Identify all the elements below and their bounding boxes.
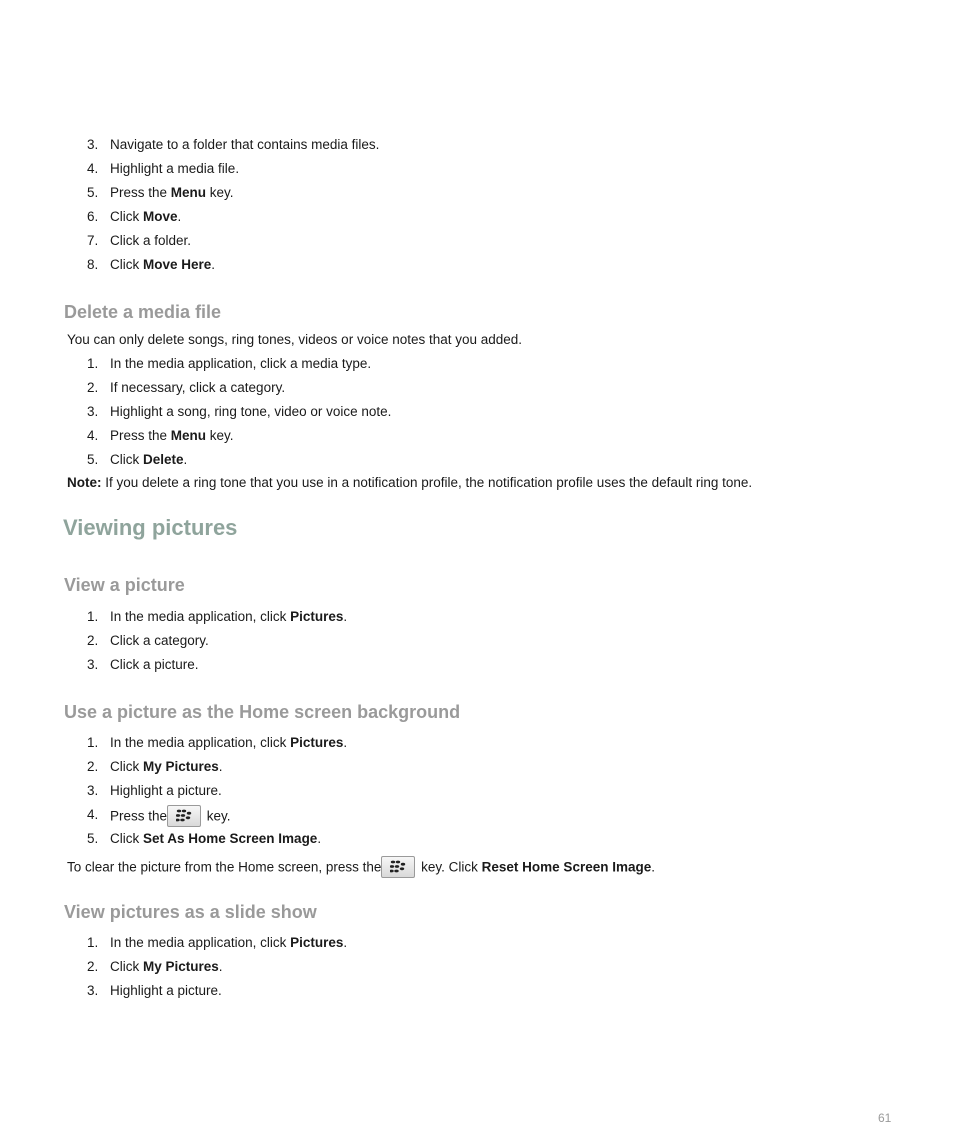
view-picture-heading: View a picture [64,575,185,595]
list-item [0,208,860,232]
step-text-part: key. [203,808,231,824]
step-text-part: Click a picture. [110,657,199,672]
note-text: If you delete a ring tone that you use in a notification profile, the notification profile uses the default ring tone. [101,475,753,490]
step-text-part: . [177,209,182,224]
step-text-part: Highlight a picture. [110,783,222,798]
list-item [0,958,860,982]
home-background-steps-list [0,734,860,854]
step-text-part: Highlight a song, ring tone, video or voice note. [110,404,392,419]
list-item [0,830,860,854]
step-text [110,656,199,674]
list-item [0,160,860,184]
step-text [110,632,209,650]
step-text [110,136,379,154]
step-text-part: key. [206,428,234,443]
step-text-part: Click [110,452,143,467]
step-text-part: In the media application, click a media type. [110,356,372,371]
step-bold-term: Menu [170,428,207,443]
step-text [110,934,347,952]
step-text [110,608,347,626]
clear-text-end: . [651,859,655,875]
step-number: 8. [87,257,99,272]
step-text-part: . [183,452,188,467]
step-text-part: In the media application, click [110,609,291,624]
step-bold-term: Delete [143,452,184,467]
step-text-part: . [317,831,322,846]
step-text [110,758,223,776]
list-item [0,656,860,680]
move-steps-list [0,136,860,280]
step-number: 4. [87,161,99,176]
step-text-part: Navigate to a folder that contains media files. [110,137,380,152]
step-text-part: Click a folder. [110,233,192,248]
step-number: 3. [87,137,99,152]
step-bold-term: My Pictures [143,759,219,774]
step-text-part: In the media application, click [110,935,291,950]
step-text [110,734,347,752]
step-text-part: Click [110,257,143,272]
step-text-part: Highlight a media file. [110,161,240,176]
step-text [110,958,223,976]
step-text-part: Click a category. [110,633,209,648]
home-background-heading: Use a picture as the Home screen background [64,702,461,722]
list-item [0,355,860,379]
list-item [0,982,860,1006]
page-number: 61 [878,1111,892,1125]
list-item [0,427,860,451]
step-number: 5. [87,185,99,200]
step-number: 3. [87,657,99,672]
step-number: 3. [87,404,99,419]
step-text [110,184,234,202]
step-number: 3. [87,983,99,998]
step-text-part: Press the [110,808,168,824]
step-number: 2. [87,380,99,395]
step-bold-term: Pictures [290,735,344,750]
delete-note [67,474,752,492]
step-bold-term: Pictures [290,935,344,950]
list-item [0,608,860,632]
step-text-part: Highlight a picture. [110,983,222,998]
delete-media-heading: Delete a media file [64,302,222,322]
viewing-pictures-heading: Viewing pictures [63,515,238,540]
note-label: Note: [67,475,102,490]
step-text [110,982,222,1000]
step-text [110,403,391,421]
view-picture-steps-list [0,608,860,680]
list-item [0,934,860,958]
step-bold-term: Move [143,209,178,224]
step-bold-term: Set As Home Screen Image [143,831,318,846]
list-item [0,136,860,160]
list-item [0,403,860,427]
step-text [110,208,181,226]
step-text-part: Press the [110,185,171,200]
step-text [110,782,222,800]
list-item [0,379,860,403]
step-text-part: . [343,609,348,624]
step-text-part: . [218,959,223,974]
blackberry-menu-key-icon [167,805,201,827]
step-text [110,160,239,178]
list-item [0,451,860,475]
step-text-part: Click [110,959,143,974]
step-text [110,232,191,250]
step-text-part: key. [206,185,234,200]
step-number: 7. [87,233,99,248]
step-bold-term: My Pictures [143,959,219,974]
clear-background-text [67,857,655,879]
delete-steps-list [0,355,860,475]
list-item [0,734,860,758]
step-number: 4. [87,428,99,443]
step-number: 1. [87,356,99,371]
list-item [0,632,860,656]
step-text [110,256,215,274]
list-item [0,184,860,208]
step-text-part: . [211,257,216,272]
step-text [110,379,285,397]
step-text-part: Press the [110,428,171,443]
step-text-part: Click [110,831,143,846]
step-text-part: Click [110,759,143,774]
step-text [110,427,234,445]
step-bold-term: Move Here [143,257,212,272]
step-number: 3. [87,783,99,798]
clear-text-after: key. Click [417,859,482,875]
step-text [110,355,371,373]
list-item [0,758,860,782]
step-text-part: . [218,759,223,774]
list-item [0,806,860,830]
clear-text-before: To clear the picture from the Home screen, press the [67,859,382,875]
step-text-part: Click [110,209,143,224]
step-text-part: . [343,935,348,950]
step-text-part: If necessary, click a category. [110,380,286,395]
step-number: 4. [87,807,99,822]
slide-show-heading: View pictures as a slide show [64,902,317,922]
list-item [0,782,860,806]
step-number: 5. [87,831,99,846]
step-text-part: In the media application, click [110,735,291,750]
step-number: 1. [87,609,99,624]
list-item [0,232,860,256]
step-number: 6. [87,209,99,224]
step-bold-term: Menu [170,185,207,200]
delete-intro: You can only delete songs, ring tones, videos or voice notes that you added. [67,332,523,347]
step-number: 2. [87,959,99,974]
step-text [110,451,187,469]
step-number: 2. [87,759,99,774]
step-text [110,830,321,848]
blackberry-menu-key-icon [381,856,415,878]
step-number: 1. [87,935,99,950]
list-item [0,256,860,280]
step-number: 5. [87,452,99,467]
reset-home-screen-label: Reset Home Screen Image [481,859,652,875]
step-number: 2. [87,633,99,648]
step-bold-term: Pictures [290,609,344,624]
slide-show-steps-list [0,934,860,1006]
step-text [110,806,231,828]
step-number: 1. [87,735,99,750]
step-text-part: . [343,735,348,750]
